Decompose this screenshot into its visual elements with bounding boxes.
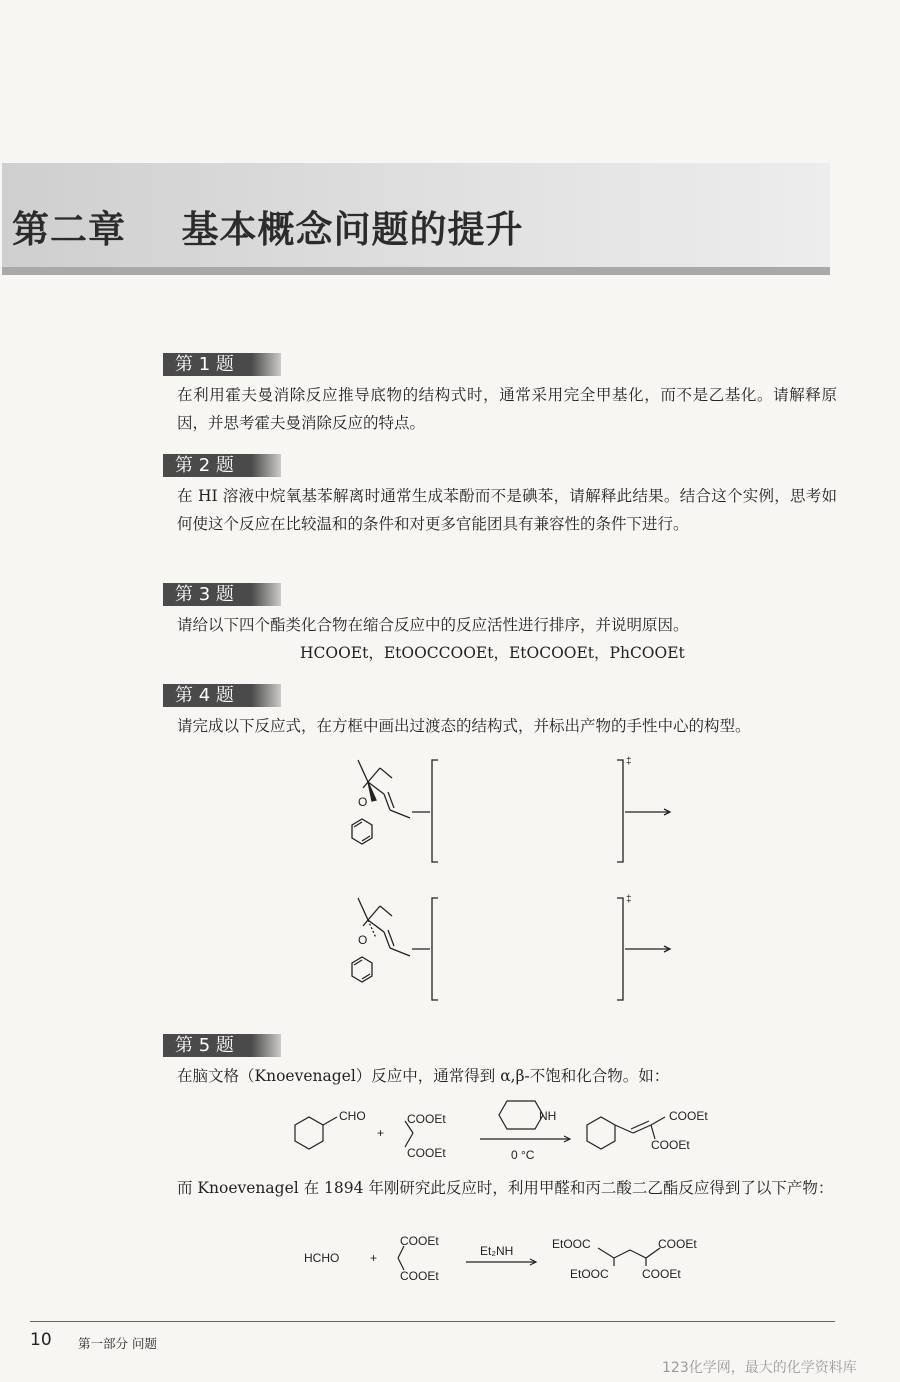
catalyst-et2nh-label: Et₂NH — [480, 1244, 514, 1258]
page-number: 10 — [30, 1330, 52, 1350]
temperature-condition: 0 °C — [511, 1148, 535, 1162]
ester-label-1: COOEt — [407, 1112, 446, 1126]
oxygen-atom-1: O — [358, 795, 368, 809]
chapter-banner — [2, 163, 830, 275]
glutarate-backbone — [598, 1248, 660, 1258]
ts-dagger-1: ‡ — [626, 756, 632, 767]
knoevenagel-reaction-1 — [285, 1095, 735, 1167]
product-label-cooet-2: COOEt — [642, 1267, 681, 1281]
benzene-ring-product — [587, 1117, 615, 1149]
cho-label: CHO — [339, 1109, 366, 1123]
question-5-text: 在脑文格（Knoevenagel）反应中，通常得到 α,β-不饱和化合物。如： — [177, 1067, 670, 1085]
piperidine-ring — [499, 1101, 543, 1129]
product-ester-label-2: COOEt — [651, 1138, 690, 1152]
q4-scheme-1 — [352, 760, 670, 862]
question-4-label: 第 4 题 — [163, 684, 281, 707]
benzene-ring-reactant — [295, 1117, 323, 1149]
ester-label-3: COOEt — [400, 1234, 439, 1248]
q4-scheme-2 — [352, 898, 670, 1000]
oxygen-atom-2: O — [358, 933, 368, 947]
product-label-cooet-1: COOEt — [658, 1237, 697, 1251]
ester-list-formula: HCOOEt，EtOOCCOOEt，EtOCOOEt，PhCOOEt — [300, 644, 685, 662]
ts-bracket-left-2 — [432, 898, 438, 1000]
q4-reaction-schemes — [320, 750, 680, 1010]
footer-divider — [30, 1321, 835, 1322]
product-label-etooc-2: EtOOC — [570, 1267, 609, 1281]
ts-bracket-right-2 — [617, 898, 623, 1000]
ts-bracket-left-1 — [432, 760, 438, 862]
question-2-text: 在 HI 溶液中烷氧基苯解离时通常生成苯酚而不是碘苯，请解释此结果。结合这个实例，思考如何使这个反应在比较温和的条件和对更多官能团具有兼容性的条件下进行。 — [177, 487, 837, 533]
question-2-label: 第 2 题 — [163, 454, 281, 477]
ester-label-2: COOEt — [407, 1146, 446, 1160]
question-5-text-2: 而 Knoevenagel 在 1894 年刚研究此反应时，利用甲醛和丙二酸二乙酯反应得到了以下产物： — [177, 1179, 834, 1197]
product-ester-label-1: COOEt — [669, 1109, 708, 1123]
question-3-text: 请给以下四个酯类化合物在缩合反应中的反应活性进行排序，并说明原因。 — [177, 616, 689, 634]
product-label-etooc-1: EtOOC — [552, 1237, 591, 1251]
question-3-label: 第 3 题 — [163, 583, 281, 606]
footer-section-title: 第一部分 问题 — [78, 1336, 157, 1351]
hcho-label: HCHO — [304, 1251, 340, 1265]
ester-label-4: COOEt — [400, 1269, 439, 1283]
question-5-label: 第 5 题 — [163, 1034, 281, 1057]
catalyst-nh-label: NH — [539, 1109, 557, 1123]
knoevenagel-reaction-2 — [298, 1228, 718, 1284]
plus-sign-2: + — [370, 1251, 378, 1265]
ts-bracket-right-1 — [617, 760, 623, 862]
question-1-text: 在利用霍夫曼消除反应推导底物的结构式时，通常采用完全甲基化，而不是乙基化。请解释原因，并思考霍夫曼消除反应的特点。 — [177, 386, 837, 432]
question-4-text: 请完成以下反应式，在方框中画出过渡态的结构式，并标出产物的手性中心的构型。 — [177, 717, 751, 735]
question-1-label: 第 1 题 — [163, 353, 281, 376]
product-chain — [615, 1125, 633, 1133]
ts-dagger-2: ‡ — [626, 894, 632, 905]
chapter-title: 第二章 基本概念问题的提升 — [12, 208, 524, 251]
plus-sign-1: + — [377, 1126, 385, 1140]
watermark-text: 123化学网，最大的化学资料库 — [662, 1360, 857, 1376]
